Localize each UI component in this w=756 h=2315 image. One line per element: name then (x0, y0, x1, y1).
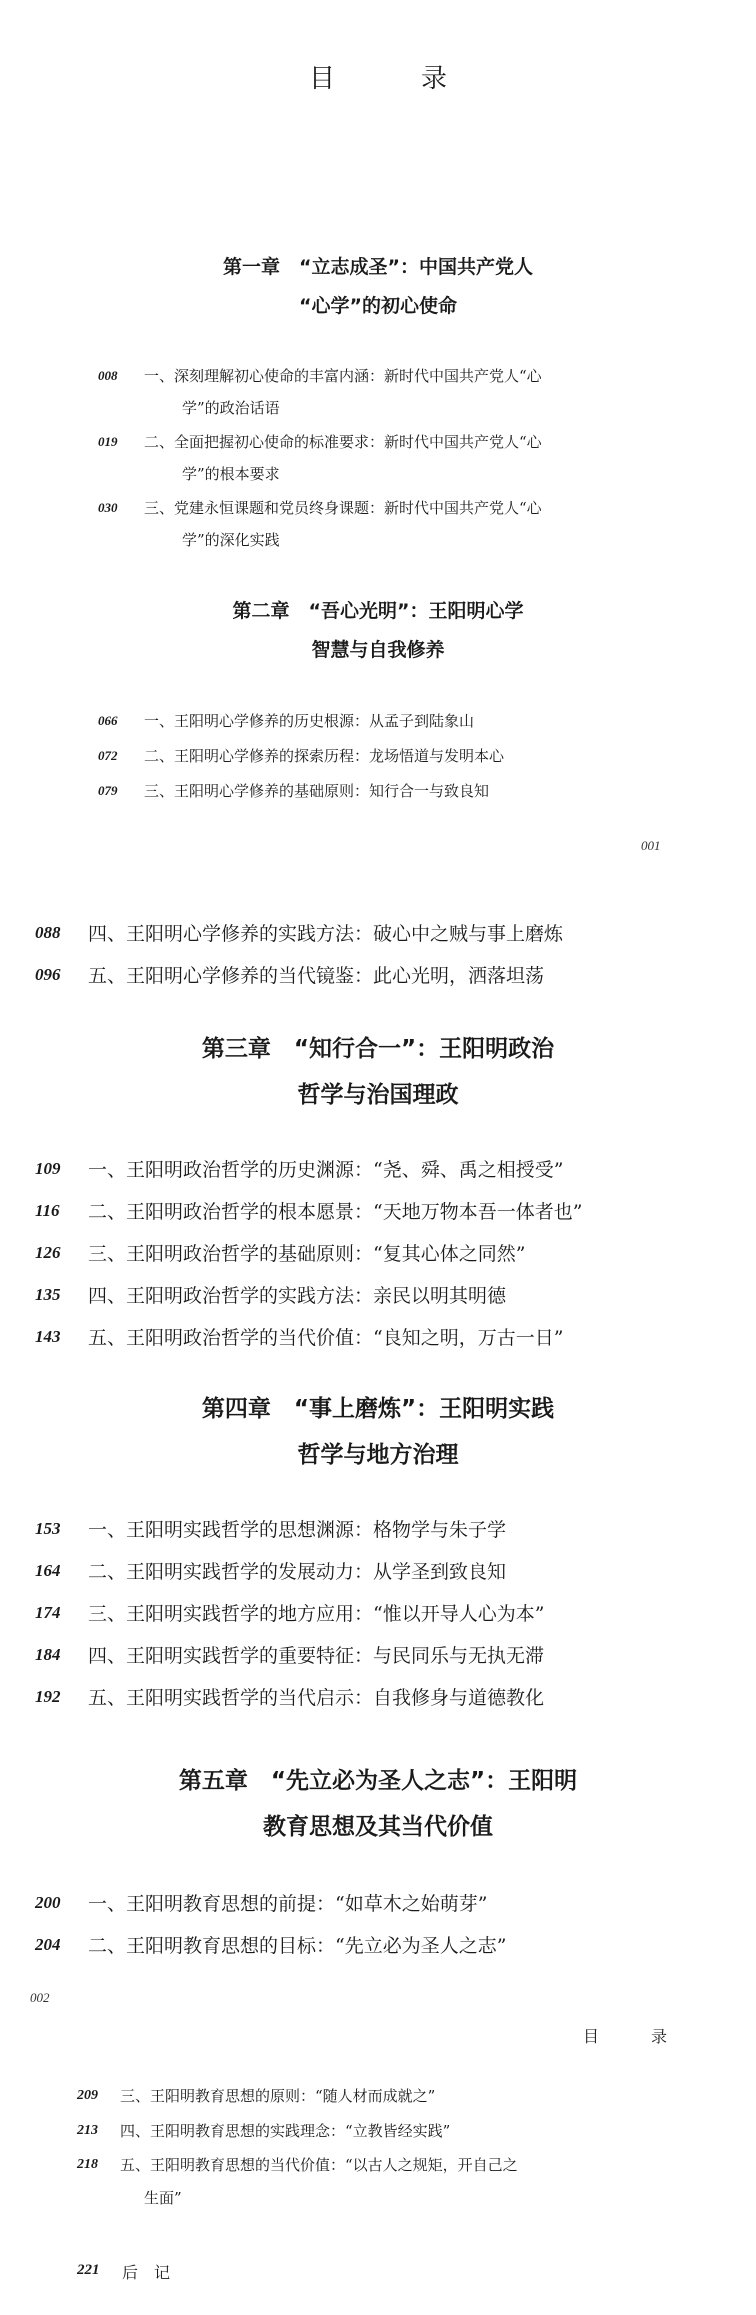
page-number: 019 (98, 434, 118, 449)
entry-text: 五、王阳明实践哲学的当代启示：自我修身与道德教化 (88, 1687, 545, 1709)
page-number: 135 (35, 1285, 61, 1304)
page-number: 066 (98, 713, 118, 728)
entry-text: 五、王阳明心学修养的当代镜鉴：此心光明，洒落坦荡 (88, 965, 545, 987)
page-number: 213 (77, 2123, 98, 2138)
entry-text: 五、王阳明政治哲学的当代价值：“良知之明，万古一日” (88, 1327, 564, 1349)
entry-text: 三、王阳明政治哲学的基础原则：“复其心体之同然” (88, 1243, 526, 1265)
entry-text: 一、王阳明政治哲学的历史渊源：“尧、舜、禹之相授受” (88, 1159, 564, 1181)
chapter-5-heading: 第五章 “先立必为圣人之志”：王阳明 (178, 1768, 578, 1794)
page-number: 072 (98, 748, 118, 763)
chapter-4-heading: 第四章 “事上磨炼”：王阳明实践 (201, 1396, 555, 1422)
page-number: 200 (35, 1893, 61, 1912)
page-folio: 002 (30, 1990, 50, 2005)
chapter-3-heading: 第三章 “知行合一”：王阳明政治 (201, 1036, 555, 1062)
page-number: 221 (77, 2262, 100, 2278)
entry-text: 一、王阳明心学修养的历史根源：从孟子到陆象山 (144, 712, 475, 730)
page-number: 209 (77, 2088, 98, 2103)
page-number: 088 (35, 923, 61, 942)
entry-text: 二、王阳明教育思想的目标：“先立必为圣人之志” (88, 1935, 507, 1957)
page-number: 079 (98, 783, 118, 798)
page-number: 008 (98, 368, 118, 383)
chapter-2-heading: 第二章 “吾心光明”：王阳明心学 (232, 600, 524, 622)
entry-text: 后 记 (122, 2263, 171, 2282)
entry-text: 二、全面把握初心使命的标准要求：新时代中国共产党人“心 (144, 433, 542, 451)
entry-text: 四、王阳明实践哲学的重要特征：与民同乐与无执无滞 (88, 1645, 545, 1667)
chapter-3-heading-cont: 哲学与治国理政 (297, 1082, 459, 1108)
entry-text-cont: 学”的深化实践 (182, 531, 280, 549)
chapter-1-heading-cont: “心学”的初心使命 (299, 295, 457, 317)
page-number: 030 (98, 500, 118, 515)
entry-text: 四、王阳明教育思想的实践理念：“立教皆经实践” (120, 2122, 451, 2140)
entry-text: 二、王阳明心学修养的探索历程：龙场悟道与发明本心 (144, 747, 505, 765)
page-number: 174 (35, 1603, 61, 1622)
chapter-5-heading-cont: 教育思想及其当代价值 (263, 1814, 493, 1840)
page-number: 153 (35, 1519, 61, 1538)
entry-text: 五、王阳明教育思想的当代价值：“以古人之规矩，开自己之 (120, 2156, 518, 2174)
page-number: 109 (35, 1159, 61, 1178)
page-number: 204 (35, 1935, 61, 1954)
entry-text-cont: 学”的政治话语 (182, 399, 280, 417)
page-number: 096 (35, 965, 61, 984)
entry-text: 一、王阳明实践哲学的思想渊源：格物学与朱子学 (88, 1519, 507, 1541)
entry-text: 二、王阳明政治哲学的根本愿景：“天地万物本吾一体者也” (88, 1201, 583, 1223)
page-number: 218 (77, 2157, 98, 2172)
entry-text: 三、王阳明心学修养的基础原则：知行合一与致良知 (144, 782, 490, 800)
chapter-2-heading-cont: 智慧与自我修养 (311, 639, 445, 661)
entry-text-cont: 学”的根本要求 (182, 465, 280, 483)
entry-text: 一、王阳明教育思想的前提：“如草木之始萌芽” (88, 1893, 488, 1915)
page-title: 目 录 (308, 64, 477, 94)
page-number: 192 (35, 1687, 61, 1706)
entry-text: 三、王阳明实践哲学的地方应用：“惟以开导人心为本” (88, 1603, 545, 1625)
entry-text: 一、深刻理解初心使命的丰富内涵：新时代中国共产党人“心 (144, 367, 542, 385)
chapter-4-heading-cont: 哲学与地方治理 (297, 1442, 459, 1468)
running-header: 目 录 (583, 2027, 686, 2046)
entry-text: 四、王阳明心学修养的实践方法：破心中之贼与事上磨炼 (88, 923, 564, 945)
entry-text: 四、王阳明政治哲学的实践方法：亲民以明其明德 (88, 1285, 507, 1307)
page-number: 143 (35, 1327, 61, 1346)
page-number: 184 (35, 1645, 61, 1664)
entry-text: 三、王阳明教育思想的原则：“随人材而成就之” (120, 2087, 436, 2105)
page-folio: 001 (641, 838, 661, 853)
page-number: 116 (35, 1201, 60, 1220)
chapter-1-heading: 第一章 “立志成圣”：中国共产党人 (223, 256, 533, 278)
page-number: 126 (35, 1243, 61, 1262)
entry-text: 三、党建永恒课题和党员终身课题：新时代中国共产党人“心 (144, 499, 542, 517)
page-number: 164 (35, 1561, 61, 1580)
entry-text-cont: 生面” (144, 2189, 182, 2207)
entry-text: 二、王阳明实践哲学的发展动力：从学圣到致良知 (88, 1561, 507, 1583)
